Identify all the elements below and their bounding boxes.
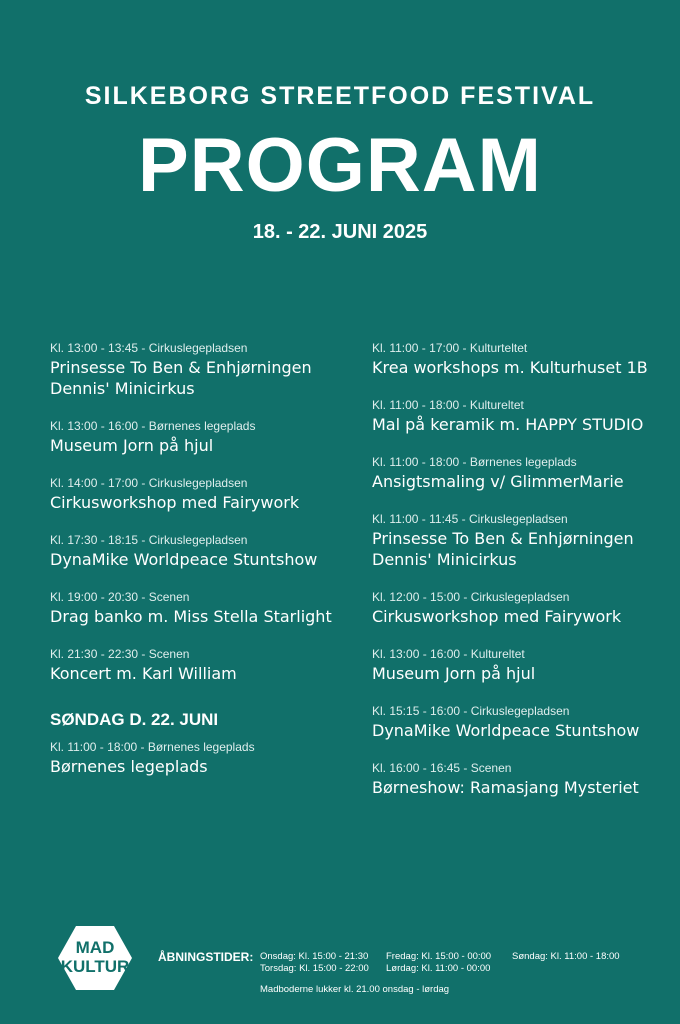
program-item	[50, 739, 360, 777]
item-time-location: Kl. 13:00 - 16:00 - Kultureltet	[372, 647, 525, 661]
hours-thursday: Torsdag: Kl. 15:00 - 22:00	[260, 963, 369, 974]
hours-sunday: Søndag: Kl. 11:00 - 18:00	[512, 951, 620, 962]
hours-saturday: Lørdag: Kl. 11:00 - 00:00	[386, 963, 491, 974]
item-title: Drag banko m. Miss Stella Starlight	[50, 607, 332, 626]
item-title: Cirkusworkshop med Fairywork	[50, 493, 300, 512]
item-title: Ansigtsmaling v/ GlimmerMarie	[372, 472, 624, 491]
item-title: DynaMike Worldpeace Stuntshow	[372, 721, 640, 740]
item-time-location: Kl. 11:00 - 11:45 - Cirkuslegepladsen	[372, 512, 568, 526]
left-column	[50, 340, 360, 796]
item-time-location: Kl. 11:00 - 17:00 - Kulturteltet	[372, 341, 528, 355]
item-title: Museum Jorn på hjul	[372, 664, 536, 683]
program-item	[372, 703, 680, 741]
item-time-location: Kl. 13:00 - 13:45 - Cirkuslegepladsen	[50, 341, 248, 355]
day-heading-sunday: SØNDAG D. 22. JUNI	[50, 710, 219, 729]
program-item	[50, 646, 360, 684]
festival-dates: 18. - 22. JUNI 2025	[252, 221, 428, 243]
item-title: Børnenes legeplads	[50, 757, 208, 776]
item-time-location: Kl. 11:00 - 18:00 - Børnenes legeplads	[372, 455, 577, 469]
item-title: Prinsesse To Ben & Enhjørningen Dennis' Minicirkus	[372, 529, 634, 569]
item-time-location: Kl. 11:00 - 18:00 - Børnenes legeplads	[50, 740, 255, 754]
hours-friday: Fredag: Kl. 15:00 - 00:00	[386, 951, 492, 962]
hours-wednesday: Onsdag: Kl. 15:00 - 21:30	[260, 951, 369, 962]
program-item	[50, 589, 360, 627]
logo-text: KULTUR	[60, 957, 130, 976]
item-time-location: Kl. 15:15 - 16:00 - Cirkuslegepladsen	[372, 704, 570, 718]
item-title: Koncert m. Karl William	[50, 664, 237, 683]
logo-text: MAD	[75, 938, 115, 957]
item-time-location: Kl. 11:00 - 18:00 - Kultureltet	[372, 398, 524, 412]
item-title: Krea workshops m. Kulturhuset 1B	[372, 358, 648, 377]
page-title: PROGRAM	[138, 123, 542, 208]
item-title: Børneshow: Ramasjang Mysteriet	[372, 778, 639, 797]
item-title: Cirkusworkshop med Fairywork	[372, 607, 622, 626]
food-stalls-note: Madboderne lukker kl. 21.00 onsdag - lørdag	[260, 984, 450, 995]
opening-hours-label: ÅBNINGSTIDER:	[158, 950, 254, 964]
program-item	[372, 340, 680, 378]
mad-kultur-logo	[58, 926, 132, 990]
festival-name: SILKEBORG STREETFOOD FESTIVAL	[84, 82, 596, 110]
program-item	[50, 340, 360, 399]
program-item	[372, 511, 680, 570]
program-item	[372, 454, 680, 492]
program-item	[372, 646, 680, 684]
item-time-location: Kl. 17:30 - 18:15 - Cirkuslegepladsen	[50, 533, 248, 547]
item-title: Museum Jorn på hjul	[50, 436, 214, 455]
program-item	[372, 589, 680, 627]
item-time-location: Kl. 19:00 - 20:30 - Scenen	[50, 590, 190, 604]
item-time-location: Kl. 16:00 - 16:45 - Scenen	[372, 761, 512, 775]
item-title: Mal på keramik m. HAPPY STUDIO	[372, 415, 644, 434]
program-item	[372, 397, 680, 435]
item-time-location: Kl. 14:00 - 17:00 - Cirkuslegepladsen	[50, 476, 248, 490]
item-time-location: Kl. 13:00 - 16:00 - Børnenes legeplads	[50, 419, 256, 433]
item-title: Prinsesse To Ben & Enhjørningen Dennis' Minicirkus	[50, 358, 312, 398]
item-time-location: Kl. 12:00 - 15:00 - Cirkuslegepladsen	[372, 590, 570, 604]
item-title: DynaMike Worldpeace Stuntshow	[50, 550, 318, 569]
program-item	[50, 418, 360, 456]
right-column	[372, 340, 680, 817]
program-item	[50, 532, 360, 570]
program-item	[372, 760, 680, 798]
program-item	[50, 475, 360, 513]
item-time-location: Kl. 21:30 - 22:30 - Scenen	[50, 647, 190, 661]
